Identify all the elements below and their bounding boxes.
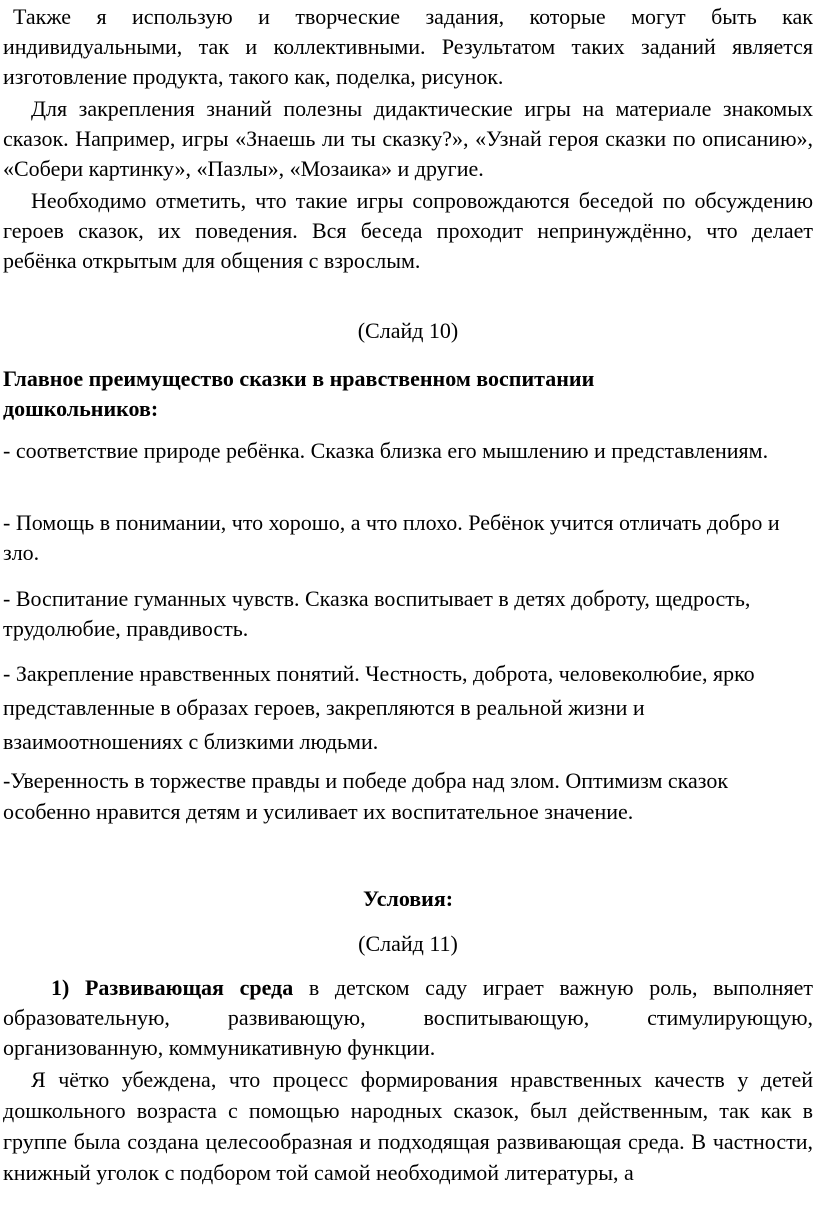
paragraph-creative-tasks: Также я использую и творческие задания, которые могут быть как индивидуальными, так и коллективными. Результатом таких заданий является изготовление продукта, такого как, поделка, рисунок. [3, 4, 813, 89]
advantage-item: - Воспитание гуманных чувств. Сказка воспитывает в детях доброту, щедрость, трудолюбие, правдивость. [3, 586, 751, 641]
advantage-heading: Главное преимущество сказки в нравственном воспитании дошкольников: [3, 366, 595, 421]
slide-11-label: (Слайд 11) [358, 931, 458, 956]
advantage-item: - соответствие природе ребёнка. Сказка близка его мышлению и представлениям. [3, 438, 769, 463]
paragraph-conviction: Я чётко убеждена, что процесс формирования нравственных качеств у детей дошкольного возраста с помощью народных сказок, был действенным, так как в группе была создана целесообразная и подходящая развивающая среда. В частности, книжный уголок с подбором той самой необходимой литературы, а [3, 1067, 813, 1185]
conditions-heading: Условия: [362, 886, 454, 911]
advantage-item: -Уверенность в торжестве правды и победе добра над злом. Оптимизм сказок особенно нравится детям и усиливает их воспитательное значение. [3, 768, 729, 824]
slide-10-label: (Слайд 10) [357, 318, 459, 343]
paragraph-environment [3, 973, 813, 1063]
advantage-item: - Закрепление нравственных понятий. Честность, доброта, человеколюбие, ярко представленные в образах героев, закрепляются в реальной жизни и взаимоотношениях с близкими людьми. [3, 661, 755, 754]
advantage-item: - Помощь в понимании, что хорошо, а что плохо. Ребёнок учится отличать добро и зло. [3, 510, 780, 565]
environment-text: в детском саду играет важную роль, выполняет образовательную, развивающую, воспитывающую, стимулирующую, организованную, коммуникативную функции. [3, 975, 813, 1060]
paragraph-conversation: Необходимо отметить, что такие игры сопровождаются беседой по обсуждению героев сказок, их поведения. Вся беседа проходит непринуждённо, что делает ребёнка открытым для общения с взрослым. [3, 188, 813, 273]
environment-label: 1) Развивающая среда [51, 975, 294, 1000]
paragraph-didactic-games: Для закрепления знаний полезны дидактические игры на материале знакомых сказок. Например, игры «Знаешь ли ты сказку?», «Узнай героя сказки по описанию», «Собери картинку», «Пазлы», «Мозаика» и другие. [3, 96, 813, 181]
